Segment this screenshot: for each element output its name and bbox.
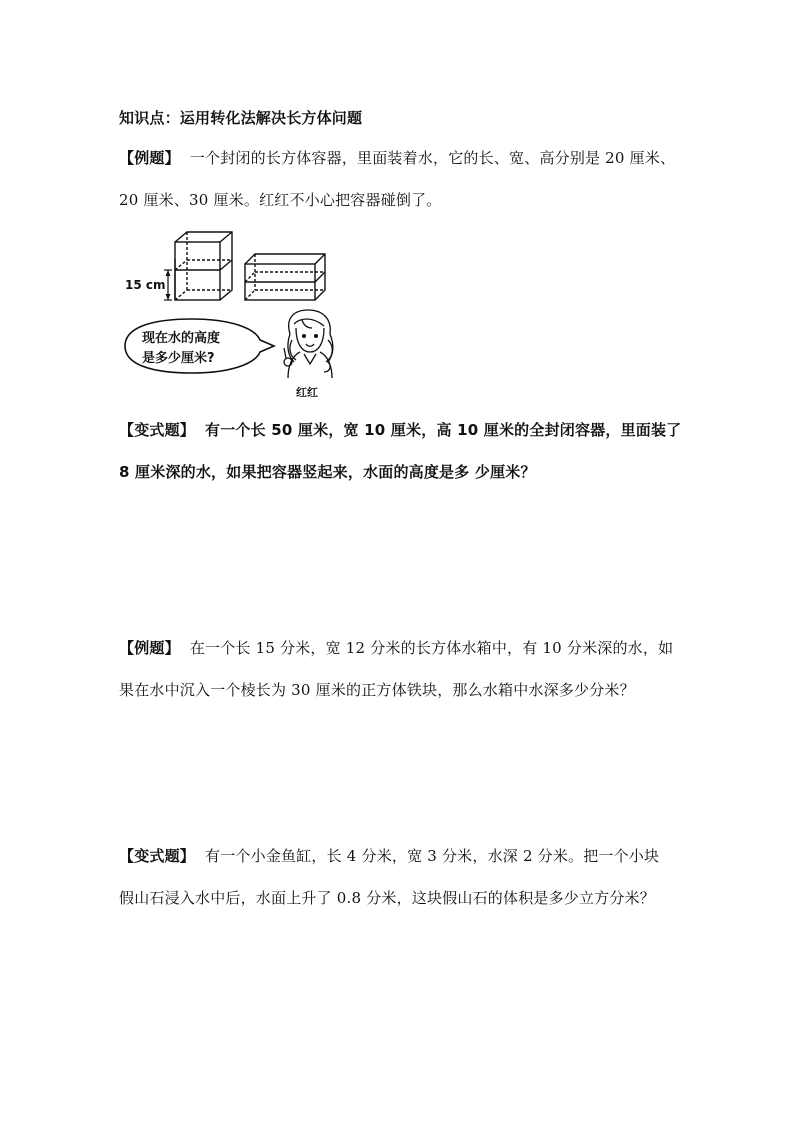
upright-container bbox=[175, 232, 232, 300]
bubble-line-2: 是多少厘米? bbox=[142, 351, 215, 366]
variant-2-text-1: 有一个小金鱼缸，长 4 分米，宽 3 分米，水深 2 分米。把一个小块 bbox=[205, 847, 660, 865]
knowledge-heading: 知识点：运用转化法解决长方体问题 bbox=[119, 109, 363, 127]
example-2-tag: 【例题】 bbox=[119, 639, 180, 657]
example-1-line-2: 20 厘米、30 厘米。红红不小心把容器碰倒了。 bbox=[119, 191, 442, 209]
height-label: 15 cm bbox=[125, 278, 166, 292]
variant-1-line-2: 8 厘米深的水，如果把容器竖起来，水面的高度是多 少厘米？ bbox=[119, 463, 536, 481]
bubble-line-1: 现在水的高度 bbox=[142, 331, 221, 346]
example-2-line-1 bbox=[119, 638, 673, 658]
variant-1-tag: 【变式题】 bbox=[119, 421, 196, 439]
variant-1-text-1: 有一个长 50 厘米，宽 10 厘米，高 10 厘米的全封闭容器，里面装了 bbox=[205, 421, 682, 439]
figure-caption: 红红 bbox=[296, 386, 318, 399]
variant-2-line-1 bbox=[119, 846, 659, 866]
example-1-text-1: 一个封闭的长方体容器，里面装着水，它的长、宽、高分别是 20 厘米、 bbox=[189, 149, 676, 167]
container-figure bbox=[120, 222, 348, 402]
example-1-line-1 bbox=[119, 148, 675, 168]
example-1-tag: 【例题】 bbox=[119, 149, 180, 167]
example-2-text-1: 在一个长 15 分米，宽 12 分米的长方体水箱中，有 10 分米深的水，如 bbox=[189, 639, 674, 657]
tipped-container bbox=[245, 254, 325, 300]
variant-1-line-1 bbox=[119, 420, 681, 440]
speech-bubble bbox=[125, 319, 274, 373]
example-2-line-2: 果在水中沉入一个棱长为 30 厘米的正方体铁块，那么水箱中水深多少分米？ bbox=[119, 681, 635, 699]
variant-2-tag: 【变式题】 bbox=[119, 847, 196, 865]
girl-illustration bbox=[284, 310, 333, 378]
variant-2-line-2: 假山石浸入水中后，水面上升了 0.8 分米，这块假山石的体积是多少立方分米？ bbox=[119, 889, 655, 907]
